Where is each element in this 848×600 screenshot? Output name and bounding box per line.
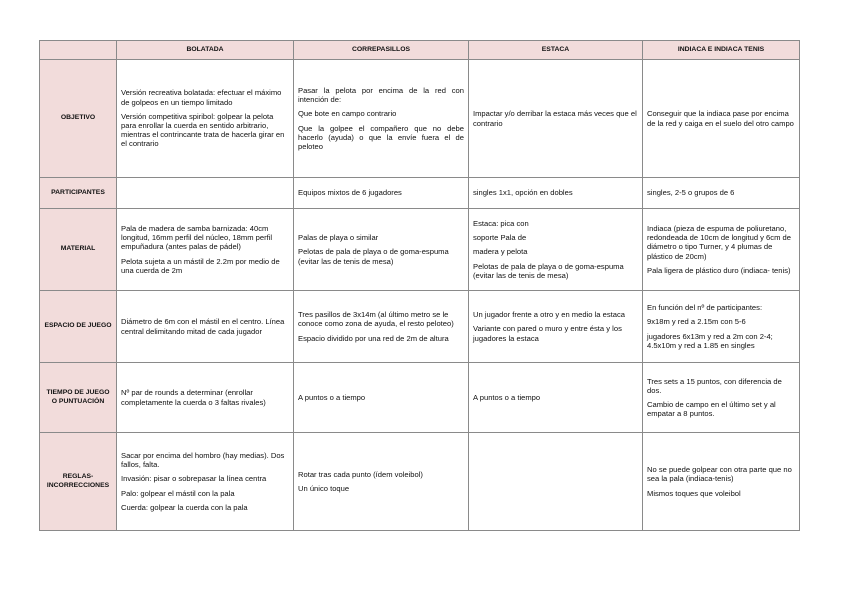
table-cell <box>294 363 469 433</box>
header-correpasillos: CORREPASILLOS <box>294 41 469 60</box>
cell-paragraph: Versión competitiva spiribol: golpear la pelota para enrollar la cuerda en sentido arbitrario, mientras el contrincante trata de hacerla girar en el contrario <box>121 111 285 149</box>
cell-paragraph: singles 1x1, opción en dobles <box>473 188 573 198</box>
header-indiaca: INDIACA E INDIACA TENIS <box>643 41 800 60</box>
table-row <box>40 433 800 531</box>
table-cell <box>643 209 800 291</box>
cell-paragraph: Pala de madera de samba barnizada: 40cm longitud, 16mm perfil del núcleo, 18mm perfil empuñadura (antes palas de pádel) <box>121 223 273 252</box>
cell-paragraph: Palas de playa o similar <box>298 233 379 243</box>
table-row <box>40 363 800 433</box>
table-cell <box>117 291 294 363</box>
table-cell <box>643 178 800 209</box>
cell-paragraph: Tres pasillos de 3x14m (al último metro se le conoce como zona de ayuda, el resto peloteo) <box>298 310 454 329</box>
cell-paragraph: Un jugador frente a otro y en medio la estaca <box>473 310 625 320</box>
row-label: OBJETIVO <box>40 60 117 178</box>
table-cell <box>294 178 469 209</box>
cell-paragraph: A puntos o a tiempo <box>473 392 541 402</box>
header-corner <box>40 41 117 60</box>
cell-paragraph: Cuerda: golpear la cuerda con la pala <box>121 502 248 512</box>
cell-paragraph: Variante con pared o muro y entre ésta y los jugadores la estaca <box>473 324 622 343</box>
table-cell <box>117 363 294 433</box>
row-label: ESPACIO DE JUEGO <box>40 291 117 363</box>
cell-paragraph: Que bote en campo contrario <box>298 109 397 119</box>
cell-paragraph: Diámetro de 6m con el mástil en el centro. Línea central delimitando mitad de cada jugador <box>121 317 285 336</box>
table-row <box>40 60 800 178</box>
cell-paragraph: Invasión: pisar o sobrepasar la línea centra <box>121 474 267 484</box>
table-row <box>40 291 800 363</box>
cell-paragraph: jugadores 6x13m y red a 2m con 2-4; 4.5x10m y red a 1.85 en singles <box>647 331 773 350</box>
cell-paragraph: Indiaca (pieza de espuma de poliuretano, redondeada de 10cm de longitud y 6cm de diámetro o tipo Turner, y 4 plumas de plástico de 20cm) <box>647 223 791 261</box>
cell-paragraph: Equipos mixtos de 6 jugadores <box>298 188 402 198</box>
row-label: MATERIAL <box>40 209 117 291</box>
cell-paragraph: A puntos o a tiempo <box>298 392 366 402</box>
cell-paragraph: Pala ligera de plástico duro (indiaca- tenis) <box>647 265 791 275</box>
header-estaca: ESTACA <box>469 41 643 60</box>
cell-paragraph: Impactar y/o derribar la estaca más veces que el contrario <box>473 109 637 128</box>
comparison-table <box>39 40 800 531</box>
header-row <box>40 41 800 60</box>
cell-paragraph: No se puede golpear con otra parte que no sea la pala (indiaca-tenis) <box>647 465 792 484</box>
cell-paragraph: Sacar por encima del hombro (hay medias). Dos fallos, falta. <box>121 450 285 470</box>
table-cell <box>294 60 469 178</box>
table-cell <box>117 209 294 291</box>
table-cell <box>469 209 643 291</box>
cell-paragraph: Tres sets a 15 puntos, con diferencia de dos. <box>647 376 782 395</box>
table-cell <box>294 433 469 531</box>
table-cell <box>294 291 469 363</box>
table-cell <box>294 209 469 291</box>
cell-paragraph: Espacio dividido por una red de 2m de altura <box>298 333 449 343</box>
row-label: PARTICIPANTES <box>40 178 117 209</box>
cell-paragraph: soporte Pala de <box>473 233 527 243</box>
cell-paragraph: Conseguir que la indiaca pase por encima de la red y caiga en el suelo del otro campo <box>647 109 794 128</box>
table-cell <box>469 178 643 209</box>
cell-paragraph: 9x18m y red a 2.15m con 5-6 <box>647 317 746 327</box>
table-cell <box>643 433 800 531</box>
row-label: TIEMPO DE JUEGO O PUNTUACIÓN <box>40 363 117 433</box>
cell-paragraph: Mismos toques que voleibol <box>647 488 741 498</box>
table-cell <box>643 60 800 178</box>
cell-paragraph: Nº par de rounds a determinar (enrollar completamente la cuerda o 3 faltas rivales) <box>121 388 266 407</box>
table-cell <box>117 60 294 178</box>
cell-paragraph: En función del nº de participantes: <box>647 303 763 313</box>
table-cell <box>117 178 294 209</box>
cell-paragraph: Pelota sujeta a un mástil de 2.2m por medio de una cuerda de 2m <box>121 256 280 275</box>
cell-paragraph: singles, 2-5 o grupos de 6 <box>647 188 735 198</box>
cell-paragraph: Cambio de campo en el último set y al empatar a 8 puntos. <box>647 400 776 419</box>
table-cell <box>643 291 800 363</box>
row-label: REGLAS-INCORRECCIONES <box>40 433 117 531</box>
table-cell <box>469 433 643 531</box>
table-cell <box>469 363 643 433</box>
cell-paragraph: Estaca: pica con <box>473 218 529 228</box>
table-cell <box>469 60 643 178</box>
cell-paragraph: Rotar tras cada punto (ídem voleibol) <box>298 469 423 479</box>
table-row <box>40 178 800 209</box>
cell-paragraph: Que la golpee el compañero que no debe hacerlo (ayuda) o que la envíe fuera el de peloteo <box>298 123 464 151</box>
cell-paragraph: Pasar la pelota por encima de la red con intención de: <box>298 85 464 105</box>
table-cell <box>643 363 800 433</box>
table-row <box>40 209 800 291</box>
cell-paragraph: Palo: golpear el mástil con la pala <box>121 488 235 498</box>
cell-paragraph: madera y pelota <box>473 247 528 257</box>
table-cell <box>469 291 643 363</box>
header-bolatada: BOLATADA <box>117 41 294 60</box>
cell-paragraph: Un único toque <box>298 484 350 493</box>
cell-paragraph: Versión recreativa bolatada: efectuar el máximo de golpeos en un tiempo limitado <box>121 88 282 107</box>
table-cell <box>117 433 294 531</box>
cell-paragraph: Pelotas de pala de playa o de goma-espuma (evitar las de tenis de mesa) <box>473 261 624 280</box>
cell-paragraph: Pelotas de pala de playa o de goma-espuma (evitar las de tenis de mesa) <box>298 247 449 266</box>
